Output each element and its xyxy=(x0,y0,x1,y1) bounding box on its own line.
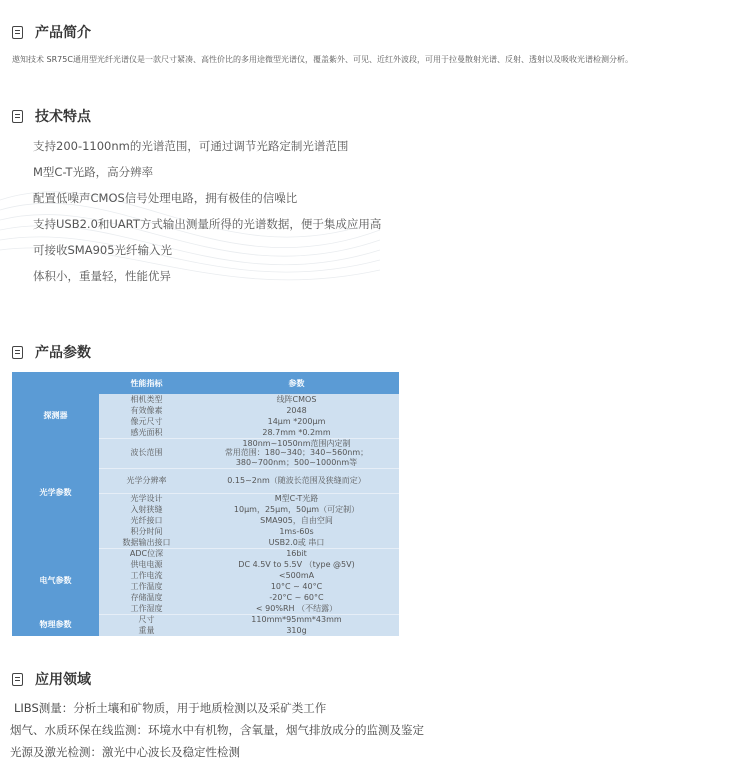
category-cell: 光学参数 xyxy=(12,438,99,548)
document-icon xyxy=(12,26,23,39)
param-name: 光纤接口 xyxy=(130,515,163,525)
param-value-line: 常用范围：180~340；340~560nm； xyxy=(224,448,369,458)
param-name: 供电电源 xyxy=(130,559,163,569)
param-name: 波长范围 xyxy=(99,438,194,468)
feature-item: 体积小，重量轻，性能优异 xyxy=(33,269,171,283)
param-value: 16bit xyxy=(194,548,399,559)
param-value: 0.15~2nm（随波长范围及狭缝而定） xyxy=(194,468,399,493)
param-value: USB2.0或 串口 xyxy=(268,537,325,547)
table-row xyxy=(12,614,399,625)
param-name: 工作温度 xyxy=(130,581,163,591)
param-value-line: 380~700nm；500~1000nm等 xyxy=(235,457,358,467)
table-header-cell xyxy=(12,372,99,394)
param-value: 10°C ~ 40°C xyxy=(270,581,323,591)
application-item: 烟气、水质环保在线监测：环境水中有机物，含氧量，烟气排放成分的监测及鉴定 xyxy=(10,723,424,737)
param-value xyxy=(194,438,399,468)
category-cell: 电气参数 xyxy=(12,548,99,614)
table-header-cell: 参数 xyxy=(194,372,399,394)
document-icon xyxy=(12,346,23,359)
param-name: 工作湿度 xyxy=(130,603,163,613)
param-value: < 90%RH （不结露） xyxy=(255,603,338,613)
param-value: DC 4.5V to 5.5V （type @5V) xyxy=(238,559,355,569)
param-name: 光学设计 xyxy=(99,493,194,504)
param-value: 10μm，25μm，50μm（可定制） xyxy=(233,504,360,514)
intro-paragraph: 遨知技术 SR75C通用型光纤光谱仪是一款尺寸紧凑、高性价比的多用途微型光谱仪，覆盖紫外、可见、近红外波段，可用于拉曼散射光谱、反射、透射以及吸收光谱检测分析。 xyxy=(12,55,633,64)
section-header-intro xyxy=(12,22,91,42)
param-value: M型C-T光路 xyxy=(194,493,399,504)
param-value: 14μm *200μm xyxy=(267,416,326,426)
table-header-row xyxy=(12,372,399,394)
application-item: 光源及激光检测：激光中心波长及稳定性检测 xyxy=(10,745,240,759)
param-name: 相机类型 xyxy=(130,394,163,404)
param-name: 积分时间 xyxy=(130,526,163,536)
param-value: 310g xyxy=(286,625,307,635)
param-name: 像元尺寸 xyxy=(130,416,163,426)
param-value: SMA905，自由空间 xyxy=(260,515,333,525)
param-name: 入射狭缝 xyxy=(130,504,163,514)
document-icon xyxy=(12,673,23,686)
table-row xyxy=(12,548,399,559)
table-row xyxy=(12,394,399,405)
application-item: LIBS测量：分析土壤和矿物质，用于地质检测以及采矿类工作 xyxy=(14,701,327,715)
section-title: 产品简介 xyxy=(35,25,91,41)
param-value-line: 180nm~1050nm范围内定制 xyxy=(242,439,351,449)
param-value: -20°C ~ 60°C xyxy=(269,592,324,602)
param-value: 2048 xyxy=(286,405,307,415)
category-cell: 探测器 xyxy=(12,394,99,438)
param-value: 110mm*95mm*43mm xyxy=(194,614,399,625)
param-name: 工作电流 xyxy=(130,570,163,580)
param-value: 线阵CMOS xyxy=(276,394,317,404)
params-table xyxy=(12,372,399,636)
param-value: <500mA xyxy=(278,570,315,580)
feature-item: 支持200-1100nm的光谱范围，可通过调节光路定制光谱范围 xyxy=(33,139,349,153)
param-name: 重量 xyxy=(138,625,155,635)
section-header-features xyxy=(12,106,91,126)
param-value: 1ms-60s xyxy=(279,526,314,536)
param-name: 数据输出接口 xyxy=(122,537,171,547)
param-name: 光学分辨率 xyxy=(99,468,194,493)
feature-item: 支持USB2.0和UART方式输出测量所得的光谱数据，便于集成应用高 xyxy=(33,217,382,231)
document-icon xyxy=(12,110,23,123)
param-value: 28.7mm *0.2mm xyxy=(262,427,331,437)
section-title: 产品参数 xyxy=(35,345,91,361)
param-name: ADC位深 xyxy=(99,548,194,559)
param-name: 有效像素 xyxy=(130,405,163,415)
section-header-applications xyxy=(12,669,91,689)
section-title: 应用领域 xyxy=(35,672,91,688)
feature-item: 配置低噪声CMOS信号处理电路，拥有极佳的信噪比 xyxy=(33,191,298,205)
section-title: 技术特点 xyxy=(35,109,91,125)
table-row xyxy=(12,438,399,468)
feature-item: M型C-T光路，高分辨率 xyxy=(33,165,154,179)
table-header-cell: 性能指标 xyxy=(99,372,194,394)
category-cell: 物理参数 xyxy=(12,614,99,636)
param-name: 尺寸 xyxy=(99,614,194,625)
section-header-params xyxy=(12,342,91,362)
feature-item: 可接收SMA905光纤输入光 xyxy=(33,243,173,257)
param-name: 存储温度 xyxy=(130,592,163,602)
param-name: 感光面积 xyxy=(130,427,163,437)
